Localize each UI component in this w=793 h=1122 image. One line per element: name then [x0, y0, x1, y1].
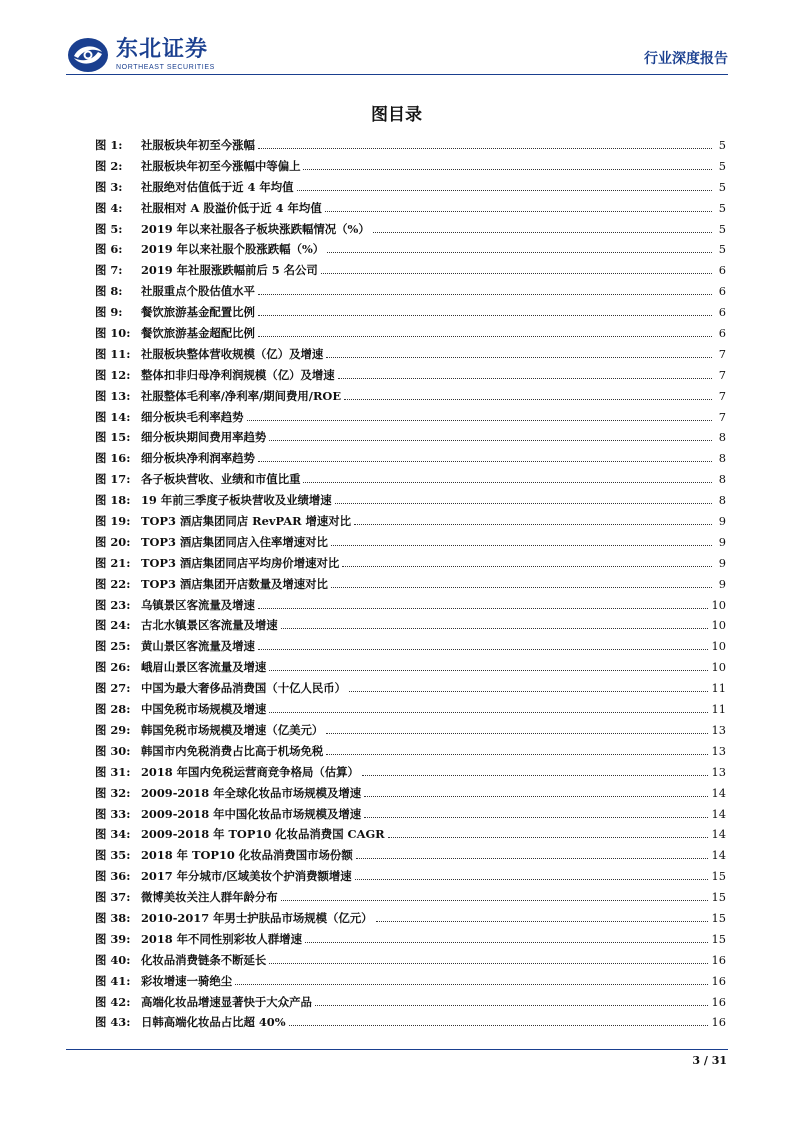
toc-entry[interactable] [95, 845, 726, 866]
toc-dot-leader [258, 336, 712, 337]
toc-entry[interactable] [95, 824, 726, 845]
toc-entry[interactable] [95, 657, 726, 678]
toc-entry-title[interactable]: 餐饮旅游基金超配比例 [141, 326, 255, 341]
toc-entry[interactable] [95, 866, 726, 887]
toc-entry-number: 图 42: [95, 994, 131, 1009]
toc-entry-number: 图 22: [95, 576, 131, 591]
toc-entry[interactable] [95, 762, 726, 783]
toc-entry-page[interactable]: 13 [711, 764, 726, 779]
logo-chinese-name: 东北证券 [116, 37, 209, 62]
toc-entry[interactable] [95, 490, 726, 511]
toc-dot-leader [321, 273, 712, 274]
toc-entry-page[interactable]: 16 [711, 973, 726, 988]
toc-entry-number: 图 40: [95, 952, 131, 967]
toc-entry-title[interactable]: 社服整体毛利率/净利率/期间费用/ROE [141, 388, 342, 403]
toc-entry-number: 图 39: [95, 931, 131, 946]
toc-entry-title[interactable]: 2018 年不同性别彩妆人群增速 [141, 931, 302, 946]
toc-entry-page[interactable]: 5 [718, 138, 726, 152]
toc-dot-leader [364, 796, 707, 797]
toc-entry-page[interactable]: 10 [711, 618, 726, 633]
toc-dot-leader [315, 1005, 708, 1006]
toc-dot-leader [327, 252, 712, 253]
toc-entry-number: 图 4: [95, 200, 123, 215]
toc-entry-page[interactable]: 14 [711, 827, 726, 842]
toc-entry-number: 图 19: [95, 514, 131, 529]
toc-entry[interactable] [95, 908, 726, 929]
toc-dot-leader [331, 587, 712, 588]
toc-entry[interactable] [95, 783, 726, 804]
toc-entry-title[interactable]: 2009-2018 年中国化妆品市场规模及增速 [141, 806, 362, 821]
toc-entry[interactable] [95, 511, 726, 532]
toc-dot-leader [326, 754, 707, 755]
toc-entry-title[interactable]: 2019 年社服涨跌幅前后 5 名公司 [141, 263, 318, 278]
toc-entry-title[interactable]: 中国为最大奢侈品消费国（十亿人民币） [141, 681, 347, 696]
toc-entry-title[interactable]: 2009-2018 年全球化妆品市场规模及增速 [141, 785, 362, 800]
toc-entry-number: 图 43: [95, 1015, 131, 1030]
toc-dot-leader [376, 921, 708, 922]
toc-entry-page[interactable]: 10 [711, 639, 726, 654]
toc-entry-title[interactable]: 微博美妆关注人群年龄分布 [141, 890, 278, 905]
toc-entry-number: 图 38: [95, 910, 131, 925]
toc-entry-title[interactable]: 社服板块整体营收规模（亿）及增速 [141, 346, 324, 361]
toc-entry-page[interactable]: 8 [718, 451, 726, 466]
toc-entry[interactable] [95, 177, 726, 198]
toc-entry[interactable] [95, 260, 726, 281]
toc-entry-title[interactable]: 化妆品消费链条不断延长 [141, 952, 267, 967]
footer-divider [66, 1049, 728, 1050]
toc-entry-page[interactable]: 14 [711, 785, 726, 800]
toc-entry[interactable] [95, 532, 726, 553]
toc-entry-number: 图 37: [95, 890, 131, 905]
toc-dot-leader [281, 628, 708, 629]
toc-entry-page[interactable]: 5 [718, 200, 726, 215]
toc-entry[interactable] [95, 219, 726, 240]
toc-dot-leader [297, 190, 712, 191]
toc-entry[interactable] [95, 198, 726, 219]
report-type-label: 行业深度报告 [644, 51, 728, 67]
toc-entry-number: 图 1: [95, 138, 123, 152]
toc-entry-page[interactable]: 6 [718, 284, 726, 299]
toc-entry-title[interactable]: 彩妆增速一骑绝尘 [141, 973, 233, 988]
toc-entry-page[interactable]: 9 [718, 576, 726, 591]
toc-entry[interactable] [95, 804, 726, 825]
toc-entry-number: 图 8: [95, 284, 123, 299]
toc-entry-title[interactable]: 19 年前三季度子板块营收及业绩增速 [141, 493, 332, 508]
toc-entry[interactable] [95, 741, 726, 762]
toc-entry[interactable] [95, 595, 726, 616]
toc-entry-title[interactable]: 乌镇景区客流量及增速 [141, 597, 255, 612]
toc-dot-leader [258, 148, 712, 149]
toc-entry-page[interactable]: 8 [718, 430, 726, 445]
toc-entry-number: 图 23: [95, 597, 131, 612]
toc-entry-page[interactable]: 6 [718, 326, 726, 341]
toc-entry-page[interactable]: 5 [718, 179, 726, 194]
toc-dot-leader [349, 691, 707, 692]
toc-entry-page[interactable]: 13 [711, 743, 726, 758]
page-title: 图目录 [371, 105, 422, 125]
toc-entry-page[interactable]: 11 [711, 702, 726, 717]
toc-entry-number: 图 32: [95, 785, 131, 800]
toc-entry-number: 图 12: [95, 367, 131, 382]
toc-entry-number: 图 18: [95, 493, 131, 508]
toc-entry-page[interactable]: 15 [711, 869, 726, 884]
logo-english-name: NORTHEAST SECURITIES [116, 64, 215, 71]
toc-dot-leader [338, 378, 712, 379]
toc-entry-title[interactable]: TOP3 酒店集团开店数量及增速对比 [141, 576, 328, 591]
toc-entry-title[interactable]: 2017 年分城市/区域美妆个护消费额增速 [141, 869, 352, 884]
toc-entry-title[interactable]: 餐饮旅游基金配置比例 [141, 305, 255, 320]
toc-dot-leader [303, 169, 712, 170]
toc-entry-number: 图 11: [95, 346, 131, 361]
toc-entry-number: 图 30: [95, 743, 131, 758]
toc-entry-title[interactable]: 细分板块期间费用率趋势 [141, 430, 267, 445]
toc-entry-number: 图 16: [95, 451, 131, 466]
toc-entry-page[interactable]: 9 [718, 514, 726, 529]
toc-entry-number: 图 5: [95, 221, 123, 236]
toc-entry-number: 图 41: [95, 973, 131, 988]
toc-dot-leader [289, 1025, 708, 1026]
toc-entry-title[interactable]: 2010-2017 年男士护肤品市场规模（亿元） [141, 910, 373, 925]
toc-entry-page[interactable]: 11 [711, 681, 726, 696]
toc-entry-number: 图 35: [95, 848, 131, 863]
toc-entry-number: 图 33: [95, 806, 131, 821]
toc-entry[interactable] [95, 678, 726, 699]
toc-dot-leader [305, 942, 708, 943]
toc-entry[interactable] [95, 407, 726, 428]
toc-entry[interactable] [95, 239, 726, 260]
toc-entry-page[interactable]: 16 [711, 1015, 726, 1030]
toc-dot-leader [303, 482, 712, 483]
toc-entry-number: 图 31: [95, 764, 131, 779]
toc-dot-leader [362, 775, 708, 776]
toc-entry-page[interactable]: 16 [711, 952, 726, 967]
toc-entry[interactable] [95, 135, 726, 156]
toc-entry-number: 图 6: [95, 242, 123, 257]
toc-entry-number: 图 10: [95, 326, 131, 341]
toc-entry-page[interactable]: 7 [718, 346, 726, 361]
toc-entry-page[interactable]: 14 [711, 848, 726, 863]
toc-dot-leader [373, 232, 712, 233]
toc-entry[interactable] [95, 887, 726, 908]
toc-entry[interactable] [95, 156, 726, 177]
toc-entry[interactable] [95, 720, 726, 741]
toc-entry-number: 图 15: [95, 430, 131, 445]
toc-entry[interactable] [95, 636, 726, 657]
toc-entry-title[interactable]: 黄山景区客流量及增速 [141, 639, 255, 654]
toc-entry[interactable] [95, 386, 726, 407]
toc-entry-number: 图 24: [95, 618, 131, 633]
toc-entry[interactable] [95, 574, 726, 595]
toc-entry[interactable] [95, 992, 726, 1013]
toc-entry-number: 图 14: [95, 409, 131, 424]
toc-dot-leader [235, 984, 707, 985]
toc-dot-leader [269, 440, 712, 441]
figure-list [95, 135, 726, 1033]
toc-entry-title[interactable]: TOP3 酒店集团同店入住率增速对比 [141, 534, 328, 549]
toc-dot-leader [247, 420, 712, 421]
toc-dot-leader [258, 294, 712, 295]
toc-dot-leader [258, 608, 708, 609]
toc-entry-number: 图 17: [95, 472, 131, 487]
page-number: 3 / 31 [692, 1054, 727, 1067]
toc-entry-title[interactable]: 社服相对 A 股溢价低于近 4 年均值 [141, 200, 322, 215]
toc-entry-number: 图 28: [95, 702, 131, 717]
toc-entry-page[interactable]: 9 [718, 534, 726, 549]
toc-entry-page[interactable]: 16 [711, 994, 726, 1009]
toc-dot-leader [258, 649, 708, 650]
toc-entry-page[interactable]: 15 [711, 910, 726, 925]
toc-entry-title[interactable]: 细分板块净利润率趋势 [141, 451, 255, 466]
toc-entry-title[interactable]: 韩国市内免税消费占比高于机场免税 [141, 743, 324, 758]
toc-entry[interactable] [95, 323, 726, 344]
toc-entry-title[interactable]: 2018 年 TOP10 化妆品消费国市场份额 [141, 848, 353, 863]
toc-entry-page[interactable]: 10 [711, 660, 726, 675]
toc-entry-page[interactable]: 7 [718, 388, 726, 403]
toc-dot-leader [258, 461, 712, 462]
toc-entry-page[interactable]: 15 [711, 890, 726, 905]
toc-entry[interactable] [95, 699, 726, 720]
toc-entry-title[interactable]: 古北水镇景区客流量及增速 [141, 618, 278, 633]
toc-dot-leader [344, 399, 712, 400]
toc-entry-page[interactable]: 5 [718, 158, 726, 173]
toc-dot-leader [326, 357, 712, 358]
toc-entry-title[interactable]: 2009-2018 年 TOP10 化妆品消费国 CAGR [141, 827, 385, 842]
toc-entry-number: 图 29: [95, 722, 131, 737]
toc-entry-page[interactable]: 10 [711, 597, 726, 612]
toc-dot-leader [258, 315, 712, 316]
toc-entry-page[interactable]: 14 [711, 806, 726, 821]
toc-dot-leader [281, 900, 708, 901]
toc-dot-leader [326, 733, 707, 734]
toc-entry-number: 图 20: [95, 534, 131, 549]
toc-entry[interactable] [95, 448, 726, 469]
toc-dot-leader [269, 670, 707, 671]
toc-dot-leader [269, 712, 707, 713]
toc-entry-title[interactable]: 社服板块年初至今涨幅 [141, 138, 255, 152]
toc-dot-leader [325, 211, 712, 212]
toc-entry-number: 图 25: [95, 639, 131, 654]
toc-entry-title[interactable]: 2019 年以来社服个股涨跌幅（%） [141, 242, 325, 257]
toc-dot-leader [335, 503, 712, 504]
toc-entry-number: 图 2: [95, 158, 123, 173]
toc-entry-title[interactable]: 韩国免税市场规模及增速（亿美元） [141, 722, 324, 737]
toc-dot-leader [331, 545, 712, 546]
toc-entry-page[interactable]: 6 [718, 305, 726, 320]
toc-entry-page[interactable]: 13 [711, 722, 726, 737]
toc-entry-title[interactable]: 社服绝对估值低于近 4 年均值 [141, 179, 294, 194]
page-header [66, 30, 728, 76]
toc-entry-page[interactable]: 9 [718, 555, 726, 570]
toc-entry[interactable] [95, 365, 726, 386]
toc-entry-title[interactable]: TOP3 酒店集团同店 RevPAR 增速对比 [141, 514, 352, 529]
toc-dot-leader [269, 963, 707, 964]
toc-entry[interactable] [95, 971, 726, 992]
toc-entry-title[interactable]: 整体扣非归母净利润规模（亿）及增速 [141, 367, 335, 382]
company-logo [66, 36, 215, 74]
toc-entry-number: 图 7: [95, 263, 123, 278]
toc-entry[interactable] [95, 950, 726, 971]
toc-entry-page[interactable]: 7 [718, 409, 726, 424]
toc-entry-number: 图 3: [95, 179, 123, 194]
toc-entry-number: 图 13: [95, 388, 131, 403]
toc-entry[interactable] [95, 553, 726, 574]
toc-entry-page[interactable]: 5 [718, 221, 726, 236]
toc-entry-title[interactable]: 社服板块年初至今涨幅中等偏上 [141, 158, 301, 173]
logo-emblem-icon [66, 36, 110, 74]
toc-dot-leader [354, 524, 712, 525]
toc-entry-title[interactable]: TOP3 酒店集团同店平均房价增速对比 [141, 555, 340, 570]
toc-entry-page[interactable]: 5 [718, 242, 726, 257]
toc-entry-title[interactable]: 各子板块营收、业绩和市值比重 [141, 472, 301, 487]
toc-entry[interactable] [95, 281, 726, 302]
toc-entry-title[interactable]: 中国免税市场规模及增速 [141, 702, 267, 717]
toc-entry-page[interactable]: 8 [718, 472, 726, 487]
toc-entry-number: 图 27: [95, 681, 131, 696]
toc-entry[interactable] [95, 929, 726, 950]
toc-entry-number: 图 26: [95, 660, 131, 675]
toc-entry[interactable] [95, 469, 726, 490]
toc-dot-leader [388, 837, 708, 838]
toc-entry[interactable] [95, 344, 726, 365]
toc-entry-title[interactable]: 2018 年国内免税运营商竞争格局（估算） [141, 764, 359, 779]
toc-entry-title[interactable]: 峨眉山景区客流量及增速 [141, 660, 267, 675]
toc-dot-leader [356, 858, 708, 859]
toc-entry-number: 图 9: [95, 305, 123, 320]
toc-entry-number: 图 36: [95, 869, 131, 884]
toc-entry-title[interactable]: 社服重点个股估值水平 [141, 284, 255, 299]
toc-entry-page[interactable]: 7 [718, 367, 726, 382]
toc-dot-leader [342, 566, 712, 567]
toc-dot-leader [364, 817, 707, 818]
toc-entry[interactable] [95, 615, 726, 636]
toc-entry-number: 图 21: [95, 555, 131, 570]
toc-entry-title[interactable]: 高端化妆品增速显著快于大众产品 [141, 994, 312, 1009]
toc-dot-leader [355, 879, 708, 880]
toc-entry-page[interactable]: 6 [718, 263, 726, 278]
toc-entry-title[interactable]: 细分板块毛利率趋势 [141, 409, 244, 424]
toc-entry-title[interactable]: 2019 年以来社服各子板块涨跌幅情况（%） [141, 221, 370, 236]
toc-entry-page[interactable]: 8 [718, 493, 726, 508]
toc-entry-page[interactable]: 15 [711, 931, 726, 946]
toc-entry-title[interactable]: 日韩高端化妆品占比超 40% [141, 1015, 286, 1030]
toc-entry[interactable] [95, 1012, 726, 1033]
toc-entry[interactable] [95, 427, 726, 448]
toc-entry-number: 图 34: [95, 827, 131, 842]
toc-entry[interactable] [95, 302, 726, 323]
header-divider [66, 74, 728, 75]
